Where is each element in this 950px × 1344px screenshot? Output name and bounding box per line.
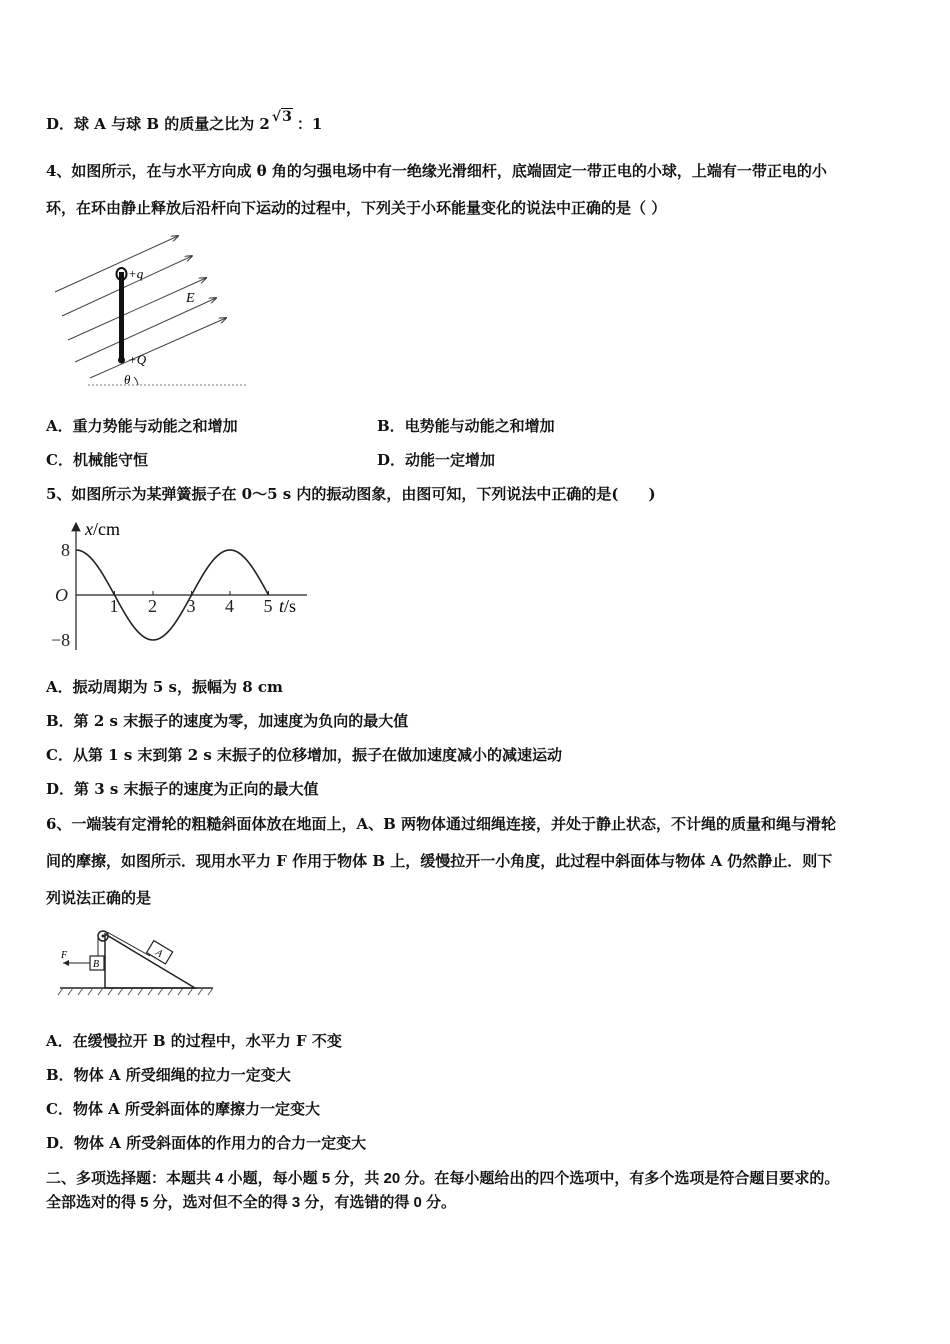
top-charge-label: +q bbox=[128, 266, 144, 281]
q6-figure bbox=[45, 922, 220, 1000]
q4-option-a: A．重力势能与动能之和增加 bbox=[46, 417, 238, 435]
section2-heading-line2: 全部选对的得 5 分，选对但不全的得 3 分，有选错的得 0 分。 bbox=[46, 1194, 457, 1211]
q4-figure bbox=[50, 230, 255, 395]
q6-option-d: D．物体 A 所受斜面体的作用力的合力一定变大 bbox=[46, 1134, 367, 1152]
block-b-label: B bbox=[93, 959, 100, 970]
q6-option-c: C．物体 A 所受斜面体的摩擦力一定变大 bbox=[46, 1100, 321, 1118]
q3-option-d-suffix: ：1 bbox=[296, 115, 323, 133]
y-axis-label: x/cm bbox=[85, 519, 120, 539]
q4-option-d: D．动能一定增加 bbox=[377, 451, 496, 469]
q6-option-b: B．物体 A 所受细绳的拉力一定变大 bbox=[46, 1066, 291, 1084]
field-label: E bbox=[186, 291, 195, 306]
q4-option-c: C．机械能守恒 bbox=[46, 451, 148, 469]
q5-option-b: B．第 2 s 末振子的速度为零，加速度为负向的最大值 bbox=[46, 712, 409, 730]
angle-arc bbox=[134, 377, 138, 385]
angle-label: θ bbox=[124, 372, 131, 387]
insulating-rod bbox=[119, 272, 124, 360]
x-tick-label: 3 bbox=[186, 596, 196, 616]
section2-heading-line1: 二、多项选择题：本题共 4 小题，每小题 5 分，共 20 分。在每小题给出的四个选项中，有多个选项是符合题目要求的。 bbox=[46, 1170, 840, 1187]
x-tick-label: 4 bbox=[225, 596, 234, 616]
rope-incline bbox=[107, 932, 150, 956]
block-a-label: A bbox=[153, 947, 165, 960]
incline bbox=[105, 934, 195, 988]
sqrt-radicand: 3 bbox=[282, 109, 292, 125]
x-axis-label: t/s bbox=[279, 596, 297, 616]
y-tick-label: O bbox=[55, 585, 68, 605]
q5-option-c: C．从第 1 s 末到第 2 s 末振子的位移增加，振子在做加速度减小的减速运动 bbox=[46, 746, 563, 764]
q4-option-b: B．电势能与动能之和增加 bbox=[377, 417, 555, 435]
q5-stem: 5、如图所示为某弹簧振子在 0～5 s 内的振动图象，由图可知，下列说法中正确的是( ) bbox=[46, 485, 656, 503]
q6-stem-line2: 间的摩擦，如图所示．现用水平力 F 作用于物体 B 上，缓慢拉开一小角度，此过程中斜面体与物体 A 仍然静止．则下 bbox=[46, 852, 833, 870]
ground-hatching bbox=[58, 988, 213, 995]
bottom-charge-label: +Q bbox=[128, 352, 147, 367]
q6-stem-line1: 6、一端装有定滑轮的粗糙斜面体放在地面上，A、B 两物体通过细绳连接，并处于静止状态，不计绳的质量和绳与滑轮 bbox=[46, 815, 836, 833]
q4-stem-line2: 环，在环由静止释放后沿杆向下运动的过程中，下列关于小环能量变化的说法中正确的是（ ） bbox=[46, 199, 667, 217]
y-tick-label: −8 bbox=[51, 630, 71, 650]
force-label: F bbox=[61, 950, 68, 961]
x-tick-label: 2 bbox=[148, 596, 157, 616]
q3-option-d bbox=[46, 109, 323, 135]
y-tick-label: 8 bbox=[61, 540, 70, 560]
x-tick-label: 5 bbox=[263, 596, 273, 616]
q4-stem-line1: 4、如图所示，在与水平方向成 θ 角的匀强电场中有一绝缘光滑细杆，底端固定一带正电的小球，上端有一带正电的小 bbox=[46, 162, 827, 180]
q6-stem-line3: 列说法正确的是 bbox=[46, 889, 152, 907]
charged-ball bbox=[118, 357, 125, 364]
q5-option-d: D．第 3 s 末振子的速度为正向的最大值 bbox=[46, 780, 319, 798]
sqrt-symbol: √3 bbox=[271, 109, 292, 125]
q6-option-a: A．在缓慢拉开 B 的过程中，水平力 F 不变 bbox=[46, 1032, 342, 1050]
q5-option-a: A．振动周期为 5 s，振幅为 8 cm bbox=[46, 678, 283, 696]
q3-option-d-prefix: D．球 A 与球 B 的质量之比为 2 bbox=[46, 115, 270, 133]
x-tick-label: 1 bbox=[109, 596, 119, 616]
q5-vibration-chart bbox=[45, 515, 315, 655]
